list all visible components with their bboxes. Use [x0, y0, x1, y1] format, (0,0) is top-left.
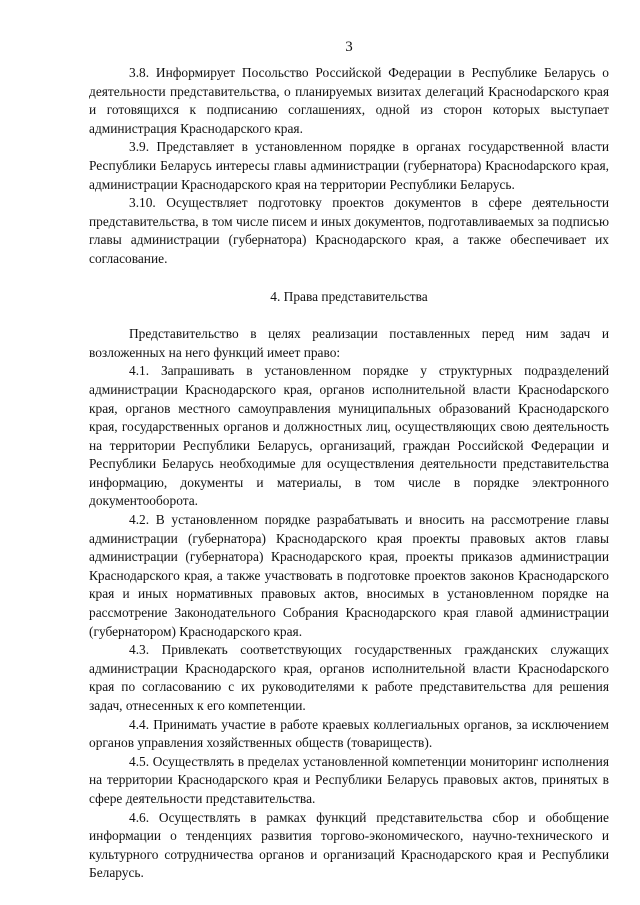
paragraph-4-4: 4.4. Принимать участие в работе краевых коллегиальных органов, за исключением органов управления хозяйственных обществ (товариществ).: [89, 716, 609, 751]
page-number: 3: [345, 39, 353, 55]
paragraph-4-1: 4.1. Запрашивать в установленном порядке у структурных подразделений администрации Краснодарского края, органов исполнительной власти Красноdарского края, органов местного самоуправления муниципальных образований Краснодарского края, государственных органов и должностных лиц, осуществляющих свою деятельность на территории Республики Беларусь, организаций, граждан Российской Федерации и Республики Беларусь необходимые для осуществления деятельности представительства информацию, документы и материалы, в том числе в порядке электронного документооборота.: [89, 363, 609, 509]
paragraph-4-2: 4.2. В установленном порядке разрабатывать и вносить на рассмотрение главы администрации (губернатора) Краснодарского края проекты правовых актов главы администрации (губернатора) Краснодарского края, проекты приказов администрации Краснодарского края, а также участвовать в подготовке проектов законов Краснодарского края и иных нормативных правовых актов, вносимых в установленном порядке на рассмотрение Законодательного Собрания Краснодарского края главой администрации (губернатором) Краснодарского края.: [89, 512, 609, 639]
paragraph-4-3: 4.3. Привлекать соответствующих государственных гражданских служащих администрации Краснодарского края, органов исполнительной власти Красноdарского края по согласованию с их руководителями к работе представительства для решения задач, отнесенных к его компетенции.: [89, 642, 609, 713]
paragraph-3-8: 3.8. Информирует Посольство Российской Федерации в Республике Беларусь о деятельности представительства, о планируемых визитах делегаций Красноdарского края и готовящихся к подписанию соглашениях, одной из сторон которых выступает администрация Краснодарского края.: [89, 65, 609, 136]
paragraph-4-5: 4.5. Осуществлять в пределах установленной компетенции мониторинг исполнения на территории Краснодарского края и Республики Беларусь правовых актов, принятых в сфере деятельности представительства.: [89, 753, 609, 806]
paragraph-3-9: 3.9. Представляет в установленном порядке в органах государственной власти Республики Беларусь интересы главы администрации (губернатора) Красноdарского края, администрации Краснодарского края на территории Республики Беларусь.: [89, 139, 609, 192]
paragraph-3-10: 3.10. Осуществляет подготовку проектов документов в сфере деятельности представительства, в том числе писем и иных документов, подготавливаемых за подписью главы администрации (губернатора) Краснодарского края, а также обеспечивает их согласование.: [89, 195, 609, 266]
section-title: 4. Права представительства: [270, 288, 428, 304]
paragraph-intro: Представительство в целях реализации поставленных перед ним задач и возложенных на него функций имеет право:: [89, 326, 609, 360]
document-page: [89, 38, 609, 883]
paragraph-4-6: 4.6. Осуществлять в рамках функций представительства сбор и обобщение информации о тенденциях развития торгово-экономического, научно-технического и культурного сотрудничества органов и организаций Краснодарского края и Республики Беларусь.: [89, 809, 609, 881]
